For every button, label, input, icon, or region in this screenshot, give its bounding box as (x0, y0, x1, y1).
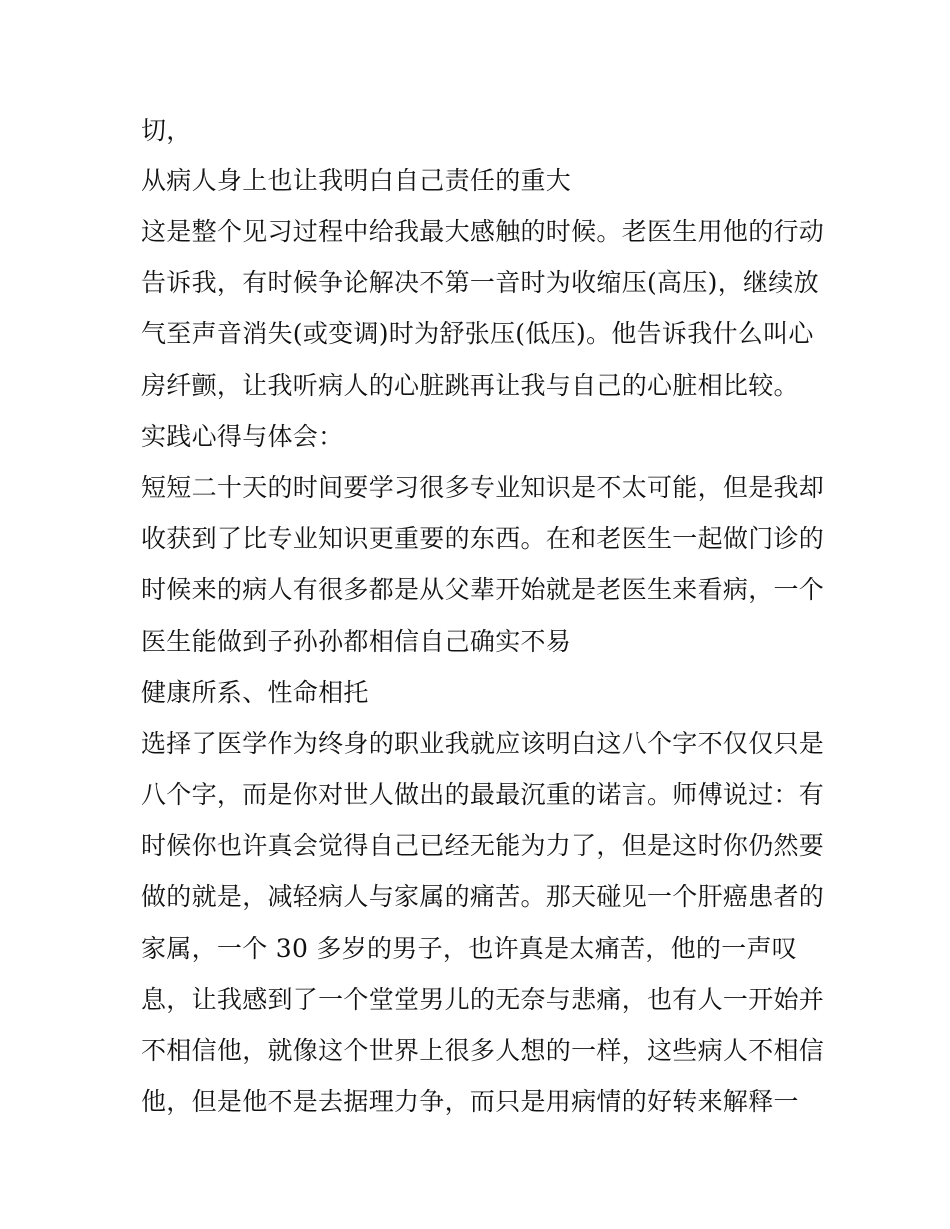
text-line: 息，让我感到了一个堂堂男儿的无奈与悲痛，也有人一开始并 (141, 984, 825, 1014)
text-line: 短短二十天的时间要学习很多专业知识是不太可能，但是我却 (141, 472, 825, 502)
text-line: 时候来的病人有很多都是从父辈开始就是老医生来看病，一个 (141, 575, 825, 605)
text-line: 从病人身上也让我明白自己责任的重大 (141, 166, 572, 195)
text-line: 房纤颤，让我听病人的心脏跳再让我与自己的心脏相比较。 (141, 370, 799, 400)
text-line: 选择了医学作为终身的职业我就应该明白这八个字不仅仅只是 (141, 728, 825, 758)
text-line: 气至声音消失(或变调)时为舒张压(低压)。他告诉我什么叫心 (141, 319, 814, 349)
text-line: 时候你也许真会觉得自己已经无能为力了，但是这时你仍然要 (141, 831, 825, 861)
section-heading: 健康所系、性命相托 (141, 677, 369, 707)
section-heading: 实践心得与体会： (141, 421, 344, 451)
text-line: 切， (141, 116, 192, 145)
text-line: 医生能做到子孙孙都相信自己确实不易 (141, 626, 572, 656)
text-line: 做的就是，减轻病人与家属的痛苦。那天碰见一个肝癌患者的 (141, 882, 825, 912)
text-line: 收获到了比专业知识更重要的东西。在和老医生一起做门诊的 (141, 524, 825, 554)
text-line: 他，但是他不是去据理力争，而只是用病情的好转来解释一 (141, 1087, 799, 1117)
text-line: 这是整个见习过程中给我最大感触的时候。老医生用他的行动 (141, 217, 825, 246)
text-line: 家属，一个 30 多岁的男子，也许真是太痛苦，他的一声叹 (141, 933, 798, 963)
document-body (141, 106, 825, 1127)
text-line: 告诉我，有时候争论解决不第一音时为收缩压(高压)，继续放 (141, 268, 819, 298)
text-line: 八个字，而是你对世人做出的最最沉重的诺言。师傅说过：有 (141, 780, 825, 810)
text-line: 不相信他，就像这个世界上很多人想的一样，这些病人不相信 (141, 1036, 825, 1065)
